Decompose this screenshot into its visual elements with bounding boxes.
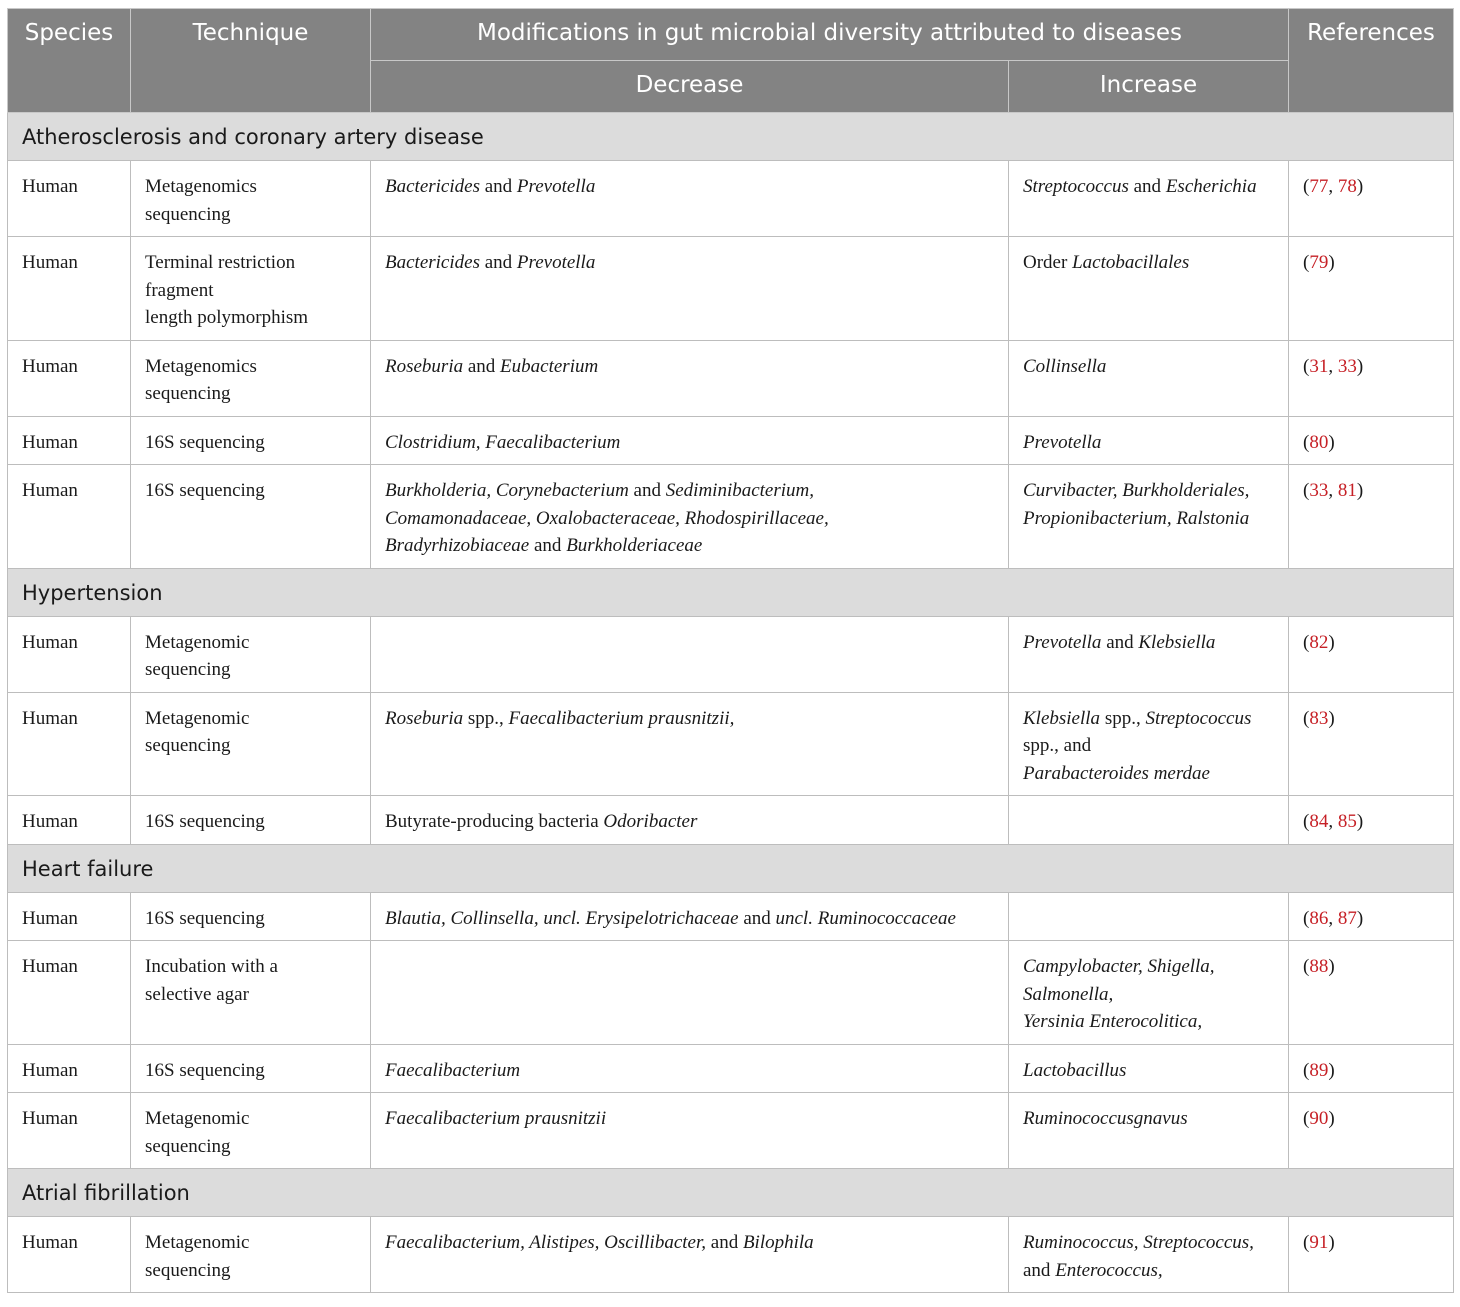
- table-row: [8, 1093, 1454, 1169]
- technique-line: 16S sequencing: [145, 811, 265, 832]
- technique-line: sequencing: [145, 383, 231, 404]
- cell-decrease: [371, 616, 1009, 692]
- cell-decrease: [371, 237, 1009, 341]
- taxon-name: Roseburia: [385, 707, 464, 729]
- section-row: [8, 568, 1454, 616]
- cell-references: (31, 33): [1289, 340, 1454, 416]
- taxon-name: Prevotella: [516, 176, 596, 197]
- cell-increase: [1009, 796, 1289, 845]
- reference-link[interactable]: 85: [1337, 811, 1357, 832]
- taxon-name: Comamonadaceae, Oxalobacteraceae, Rhodospirillaceae,: [385, 507, 829, 529]
- cell-references: (83): [1289, 692, 1454, 796]
- section-row: [8, 113, 1454, 161]
- cell-species: Human: [8, 1093, 131, 1169]
- cell-decrease: [371, 465, 1009, 569]
- cell-species: Human: [8, 1044, 131, 1093]
- cell-increase: [1009, 161, 1289, 237]
- cell-text: Order: [1023, 252, 1073, 273]
- cell-references: (33, 81): [1289, 465, 1454, 569]
- cell-decrease: [371, 1093, 1009, 1169]
- cell-technique: [131, 340, 371, 416]
- table-row: [8, 237, 1454, 341]
- taxon-name: Bactericides: [385, 176, 480, 197]
- section-row: [8, 844, 1454, 892]
- technique-line: sequencing: [145, 203, 231, 225]
- cell-text: and: [529, 535, 567, 556]
- reference-link[interactable]: 33: [1337, 355, 1357, 377]
- taxon-name: Streptococcus: [1145, 707, 1252, 729]
- reference-link[interactable]: 78: [1337, 176, 1357, 197]
- cell-decrease: [371, 1217, 1009, 1293]
- cell-increase: [1009, 340, 1289, 416]
- taxon-name: Klebsiella: [1023, 707, 1101, 729]
- taxon-name: Lactobacillales: [1072, 252, 1190, 273]
- table-header: [8, 9, 1454, 113]
- reference-link[interactable]: 89: [1309, 1059, 1329, 1081]
- taxon-name: Sediminibacterium,: [665, 480, 815, 501]
- taxon-name: Salmonella,: [1023, 983, 1114, 1005]
- cell-references: (82): [1289, 616, 1454, 692]
- cell-text: spp.,: [1100, 707, 1146, 729]
- technique-line: Metagenomics: [145, 176, 257, 197]
- cell-references: (90): [1289, 1093, 1454, 1169]
- cell-technique: [131, 892, 371, 941]
- taxon-name: Faecalibacterium prausnitzii,: [508, 707, 735, 729]
- cell-decrease: [371, 416, 1009, 465]
- reference-link[interactable]: 81: [1337, 480, 1357, 501]
- taxon-name: Klebsiella: [1138, 631, 1216, 653]
- cell-text: and: [1128, 176, 1166, 197]
- taxon-name: Collinsella: [1023, 355, 1107, 377]
- technique-line: 16S sequencing: [145, 480, 265, 501]
- reference-link[interactable]: 77: [1309, 176, 1329, 197]
- taxon-name: Campylobacter, Shigella,: [1023, 956, 1215, 977]
- taxon-name: Prevotella: [1023, 631, 1102, 653]
- cell-decrease: [371, 692, 1009, 796]
- cell-decrease: [371, 340, 1009, 416]
- section-row: [8, 1169, 1454, 1217]
- taxon-name: Faecalibacterium, Alistipes, Oscillibacter,: [385, 1232, 707, 1253]
- cell-text: and: [706, 1232, 743, 1253]
- cell-references: (77, 78): [1289, 161, 1454, 237]
- header-increase: Increase: [1009, 61, 1289, 113]
- taxon-name: Curvibacter, Burkholderiales,: [1023, 480, 1250, 501]
- reference-link[interactable]: 88: [1309, 956, 1329, 977]
- cell-technique: [131, 796, 371, 845]
- taxon-name: Faecalibacterium: [385, 1059, 521, 1081]
- cell-species: Human: [8, 796, 131, 845]
- taxon-name: Faecalibacterium prausnitzii: [385, 1108, 607, 1129]
- technique-line: Metagenomic: [145, 631, 250, 653]
- cell-technique: [131, 237, 371, 341]
- section-title: Hypertension: [8, 568, 1454, 616]
- reference-link[interactable]: 83: [1309, 707, 1329, 729]
- taxon-name: Prevotella: [516, 252, 596, 273]
- cell-decrease: [371, 892, 1009, 941]
- technique-line: sequencing: [145, 735, 231, 756]
- cell-references: (79): [1289, 237, 1454, 341]
- taxon-name: Blautia, Collinsella, uncl. Erysipelotrichaceae: [385, 907, 739, 929]
- technique-line: length polymorphism: [145, 307, 309, 328]
- cell-text: Butyrate-producing bacteria: [385, 811, 604, 832]
- taxon-name: Clostridium, Faecalibacterium: [385, 431, 621, 453]
- reference-link[interactable]: 91: [1309, 1232, 1329, 1253]
- cell-increase: [1009, 1217, 1289, 1293]
- technique-line: sequencing: [145, 1135, 231, 1157]
- table-row: [8, 616, 1454, 692]
- taxon-name: Streptococcus: [1023, 176, 1129, 197]
- table-row: [8, 692, 1454, 796]
- cell-references: (86, 87): [1289, 892, 1454, 941]
- cell-technique: [131, 941, 371, 1045]
- reference-link[interactable]: 86: [1309, 907, 1329, 929]
- header-references: References: [1289, 9, 1454, 113]
- cell-increase: [1009, 237, 1289, 341]
- cell-species: Human: [8, 692, 131, 796]
- header-technique: Technique: [131, 9, 371, 113]
- cell-increase: [1009, 692, 1289, 796]
- cell-species: Human: [8, 1217, 131, 1293]
- table-row: [8, 161, 1454, 237]
- cell-decrease: [371, 1044, 1009, 1093]
- microbiota-table: [7, 8, 1454, 1293]
- technique-line: Metagenomic: [145, 1232, 250, 1253]
- reference-link[interactable]: 79: [1309, 252, 1329, 273]
- header-decrease: Decrease: [371, 61, 1009, 113]
- technique-line: Incubation with a: [145, 956, 278, 977]
- cell-increase: [1009, 941, 1289, 1045]
- cell-increase: [1009, 892, 1289, 941]
- taxon-name: Ruminococcus, Streptococcus,: [1023, 1232, 1254, 1253]
- reference-link[interactable]: 82: [1309, 631, 1329, 653]
- cell-text: and: [1101, 631, 1139, 653]
- technique-line: sequencing: [145, 659, 231, 680]
- cell-species: Human: [8, 340, 131, 416]
- cell-text: and: [1023, 1259, 1056, 1281]
- cell-species: Human: [8, 892, 131, 941]
- cell-increase: [1009, 1093, 1289, 1169]
- taxon-name: Lactobacillus: [1023, 1059, 1127, 1081]
- taxon-name: Odoribacter: [603, 811, 698, 832]
- cell-text: spp.,: [463, 707, 509, 729]
- section-title: Atherosclerosis and coronary artery disease: [8, 113, 1454, 161]
- taxon-name: Yersinia Enterocolitica,: [1023, 1011, 1203, 1032]
- table-row: [8, 416, 1454, 465]
- table-row: [8, 892, 1454, 941]
- table-body: [8, 113, 1454, 1293]
- cell-references: (80): [1289, 416, 1454, 465]
- technique-line: Terminal restriction: [145, 252, 296, 273]
- header-modifications: Modifications in gut microbial diversity attributed to diseases: [371, 9, 1289, 61]
- cell-increase: [1009, 416, 1289, 465]
- technique-line: Metagenomic: [145, 707, 250, 729]
- reference-link[interactable]: 87: [1337, 907, 1357, 929]
- cell-text: and: [479, 252, 517, 273]
- section-title: Heart failure: [8, 844, 1454, 892]
- cell-decrease: [371, 161, 1009, 237]
- technique-line: 16S sequencing: [145, 907, 265, 929]
- cell-technique: [131, 1044, 371, 1093]
- cell-decrease: [371, 941, 1009, 1045]
- taxon-name: Ruminococcusgnavus: [1023, 1108, 1188, 1129]
- reference-link[interactable]: 80: [1309, 431, 1329, 453]
- reference-link[interactable]: 84: [1309, 811, 1329, 832]
- cell-references: (88): [1289, 941, 1454, 1045]
- cell-technique: [131, 465, 371, 569]
- taxon-name: Roseburia: [385, 355, 464, 377]
- technique-line: selective agar: [145, 983, 249, 1005]
- technique-line: Metagenomic: [145, 1108, 250, 1129]
- taxon-name: Burkholderia, Corynebacterium: [385, 480, 629, 501]
- reference-link[interactable]: 33: [1309, 480, 1329, 501]
- cell-species: Human: [8, 465, 131, 569]
- technique-line: 16S sequencing: [145, 1059, 265, 1081]
- cell-text: and: [628, 480, 666, 501]
- cell-species: Human: [8, 941, 131, 1045]
- table-row: [8, 340, 1454, 416]
- cell-species: Human: [8, 161, 131, 237]
- header-species: Species: [8, 9, 131, 113]
- taxon-name: Eubacterium: [500, 355, 599, 377]
- cell-species: Human: [8, 416, 131, 465]
- cell-text: and: [463, 355, 501, 377]
- cell-text: and: [479, 176, 517, 197]
- cell-references: (89): [1289, 1044, 1454, 1093]
- cell-technique: [131, 692, 371, 796]
- table-row: [8, 941, 1454, 1045]
- cell-references: (84, 85): [1289, 796, 1454, 845]
- taxon-name: Bilophila: [742, 1232, 814, 1253]
- taxon-name: Prevotella: [1023, 431, 1102, 453]
- cell-text: spp., and: [1023, 735, 1092, 756]
- cell-technique: [131, 416, 371, 465]
- section-title: Atrial fibrillation: [8, 1169, 1454, 1217]
- taxon-name: uncl. Ruminococcaceae: [775, 907, 956, 929]
- taxon-name: Parabacteroides merdae: [1023, 762, 1210, 784]
- taxon-name: Escherichia: [1165, 176, 1257, 197]
- cell-technique: [131, 1093, 371, 1169]
- technique-line: sequencing: [145, 1259, 231, 1281]
- technique-line: Metagenomics: [145, 355, 257, 377]
- cell-technique: [131, 161, 371, 237]
- table-row: [8, 796, 1454, 845]
- taxon-name: Enterococcus,: [1055, 1259, 1163, 1281]
- cell-species: Human: [8, 616, 131, 692]
- cell-technique: [131, 616, 371, 692]
- cell-increase: [1009, 465, 1289, 569]
- cell-increase: [1009, 1044, 1289, 1093]
- cell-references: (91): [1289, 1217, 1454, 1293]
- cell-increase: [1009, 616, 1289, 692]
- reference-link[interactable]: 90: [1309, 1108, 1329, 1129]
- taxon-name: Bradyrhizobiaceae: [385, 535, 530, 556]
- taxon-name: Burkholderiaceae: [566, 535, 703, 556]
- cell-species: Human: [8, 237, 131, 341]
- cell-text: and: [738, 907, 776, 929]
- table-row: [8, 1044, 1454, 1093]
- table-row: [8, 1217, 1454, 1293]
- taxon-name: Bactericides: [385, 252, 480, 273]
- technique-line: 16S sequencing: [145, 431, 265, 453]
- technique-line: fragment: [145, 279, 214, 301]
- taxon-name: Propionibacterium, Ralstonia: [1023, 507, 1250, 529]
- cell-decrease: [371, 796, 1009, 845]
- cell-technique: [131, 1217, 371, 1293]
- table-row: [8, 465, 1454, 569]
- reference-link[interactable]: 31: [1309, 355, 1329, 377]
